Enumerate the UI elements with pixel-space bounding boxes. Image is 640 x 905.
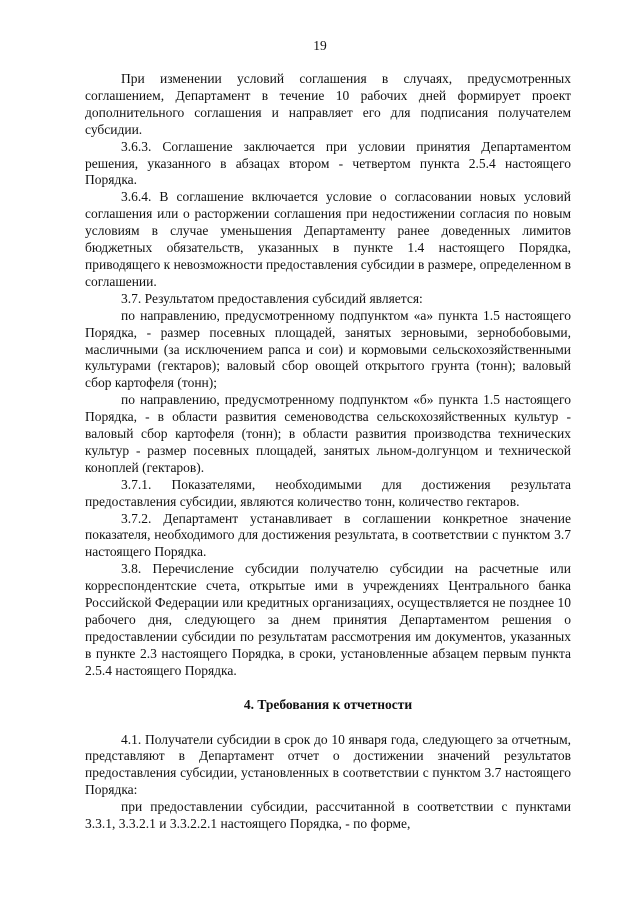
- paragraph-3-6-3: 3.6.3. Соглашение заключается при условии принятия Департаментом решения, указанного в абзацах втором - четвертом пункта 2.5.4 настоящего Порядка.: [85, 138, 571, 188]
- paragraph-3-7: 3.7. Результатом предоставления субсидий является:: [121, 290, 423, 306]
- section-heading: 4. Требования к отчетности: [243, 696, 413, 712]
- paragraph-3-7-1: 3.7.1. Показателями, необходимыми для достижения результата предоставления субсидии, являются количество тонн, количество гектаров.: [85, 476, 571, 509]
- paragraph-direction-a: по направлению, предусмотренному подпунктом «а» пункта 1.5 настоящего Порядка, - размер посевных площадей, занятых зерновыми, зернобобовыми, масличными (за исключением рапса и сои) и кормовыми сельскохозяйственными культурами (гектаров); валовый сбор овощей открытого грунта (тонн); валовый сбор картофеля (тонн);: [85, 307, 571, 391]
- page-number: 19: [313, 38, 327, 53]
- paragraph-3-7-2: 3.7.2. Департамент устанавливает в соглашении конкретное значение показателя, необходимого для достижения результата, в соответствии с пунктом 3.7 настоящего Порядка.: [85, 510, 571, 560]
- paragraph-report-form: при предоставлении субсидии, рассчитанной в соответствии с пунктами 3.3.1, 3.3.2.1 и 3.3.2.2.1 настоящего Порядка, - по форме,: [85, 799, 571, 832]
- document-body: [85, 71, 571, 833]
- paragraph-3-6-4: 3.6.4. В соглашение включается условие о согласовании новых условий соглашения или о расторжении соглашения при недостижении согласия по новым условиям в случае уменьшения Департаменту ранее доведенных лимитов бюджетных обязательств, указанных в пункте 1.4 настоящего Порядка, приводящего к невозможности предоставления субсидии в размере, определенном в соглашении.: [85, 189, 571, 289]
- paragraph-direction-b: по направлению, предусмотренному подпунктом «б» пункта 1.5 настоящего Порядка, - в области развития семеноводства сельскохозяйственных культур - валовый сбор картофеля (тонн); в области развития производства технических культур - размер посевных площадей, занятых льном-долгунцом и технической коноплей (гектаров).: [85, 392, 571, 475]
- paragraph-4-1: 4.1. Получатели субсидии в срок до 10 января года, следующего за отчетным, представляют в Департамент отчет о достижении значений результатов предоставления субсидии, установленных в соответствии с пунктом 3.7 настоящего Порядка:: [85, 731, 571, 798]
- paragraph-agreement-changes: При изменении условий соглашения в случаях, предусмотренных соглашением, Департамент в течение 10 рабочих дней формирует проект дополнительного соглашения и направляет его для подписания получателем субсидии.: [85, 71, 571, 137]
- paragraph-3-8: 3.8. Перечисление субсидии получателю субсидии на расчетные или корреспондентские счета, открытые ими в учреждениях Центрального банка Российской Федерации или кредитных организациях, осуществляется не позднее 10 рабочего дня, следующего за днем принятия Департаментом решения о предоставлении субсидии по результатам рассмотрения им документов, указанных в пункте 2.3 настоящего Порядка, в сроки, установленные абзацем первым пункта 2.5.4 настоящего Порядка.: [85, 561, 571, 678]
